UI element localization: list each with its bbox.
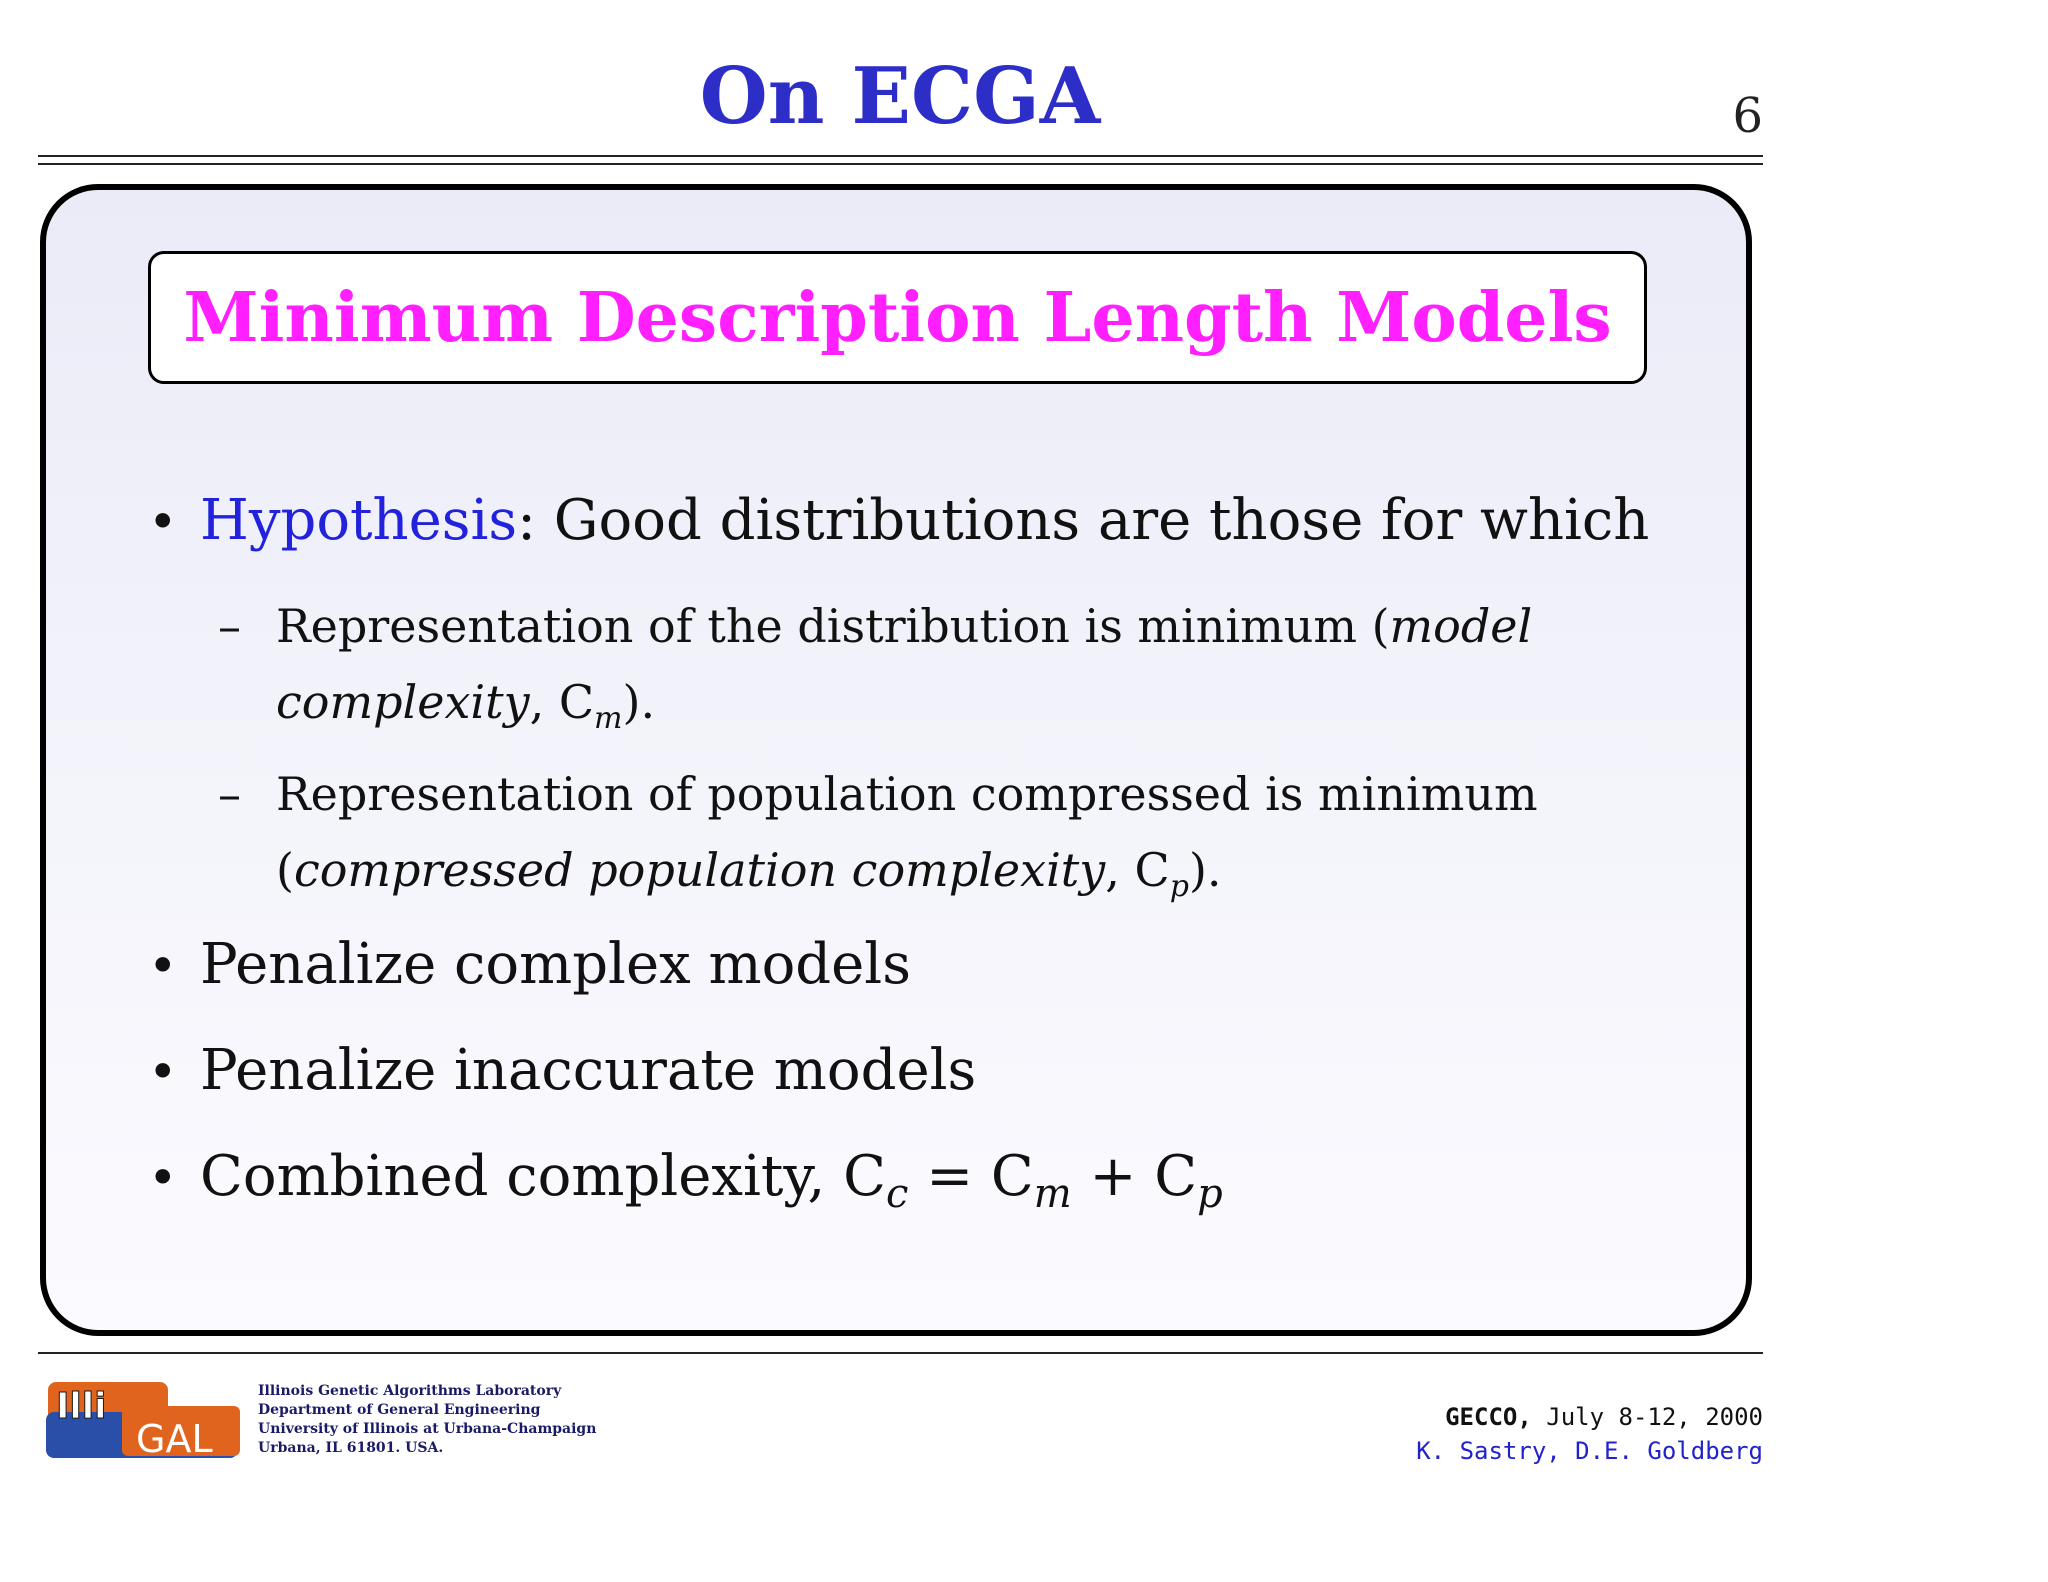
bullet-hypothesis xyxy=(148,488,1649,553)
combined-sub-m: m xyxy=(1033,1171,1072,1218)
sub-bullet-line xyxy=(218,588,1548,664)
footer-rule xyxy=(38,1352,1763,1354)
lab-line: University of Illinois at Urbana-Champaign xyxy=(258,1421,597,1437)
conference-name: GECCO, xyxy=(1445,1403,1532,1431)
sub1-line1-text: Representation of the distribution is minimum ( xyxy=(276,599,1390,653)
combined-sub-c: c xyxy=(886,1171,909,1218)
sub2-line2-italic: compressed population complexity xyxy=(293,843,1106,897)
slide-title: On ECGA xyxy=(699,51,1101,142)
hypothesis-text: : Good distributions are those for which xyxy=(517,488,1650,553)
sub1-line2-italic: complexity xyxy=(276,675,530,729)
conference-info xyxy=(1416,1400,1763,1468)
sub2-line2-end: ). xyxy=(1188,843,1222,897)
sub-bullet-line xyxy=(218,832,1548,925)
lab-line: Illinois Genetic Algorithms Laboratory xyxy=(258,1383,562,1399)
combined-sub-p: p xyxy=(1197,1171,1223,1218)
sub-bullet-line xyxy=(218,756,1548,832)
sub-bullet-population-complexity xyxy=(218,756,1548,925)
bullet-penalize-complex xyxy=(148,932,911,997)
page-number: 6 xyxy=(1732,88,1763,144)
penalize-inaccurate-text: Penalize inaccurate models xyxy=(200,1038,977,1103)
sub2-line2-comma: , C xyxy=(1105,843,1170,897)
sub2-subscript: p xyxy=(1169,869,1189,905)
penalize-complex-text: Penalize complex models xyxy=(200,932,911,997)
hypothesis-label: Hypothesis xyxy=(200,488,518,553)
logo-text-bottom: GAL xyxy=(136,1417,213,1461)
bullet-dot: • xyxy=(148,493,178,551)
section-title-box xyxy=(148,251,1647,384)
bullet-dot: • xyxy=(148,1043,178,1101)
sub1-subscript: m xyxy=(594,701,623,737)
combined-text: Combined complexity, C xyxy=(200,1144,886,1209)
lab-line: Urbana, IL 61801. USA. xyxy=(258,1440,444,1456)
combined-eq: = C xyxy=(908,1144,1034,1209)
authors: K. Sastry, D.E. Goldberg xyxy=(1416,1437,1763,1465)
sub2-line1-text: Representation of population compressed is minimum xyxy=(276,767,1538,821)
lab-line: Department of General Engineering xyxy=(258,1402,541,1418)
sub1-line2-comma: , C xyxy=(529,675,595,729)
header-rule xyxy=(38,155,1763,157)
bullet-dot: • xyxy=(148,937,178,995)
sub1-line1-italic: model xyxy=(1389,599,1533,653)
conference-line xyxy=(1416,1400,1763,1434)
sub1-line2-end: ). xyxy=(622,675,656,729)
sub-bullet-line xyxy=(218,664,1548,757)
logo-text-top: Illi xyxy=(56,1386,107,1427)
combined-plus: + C xyxy=(1071,1144,1198,1209)
sub-bullet-dash: – xyxy=(218,767,241,821)
illigal-logo xyxy=(44,1376,244,1462)
sub-bullet-dash: – xyxy=(218,599,241,653)
conference-date: July 8-12, 2000 xyxy=(1546,1403,1763,1431)
bullet-combined-complexity xyxy=(148,1144,1223,1217)
bullet-penalize-inaccurate xyxy=(148,1038,976,1103)
sub-bullet-model-complexity xyxy=(218,588,1548,757)
bullet-dot: • xyxy=(148,1149,178,1207)
section-title: Minimum Description Length Models xyxy=(183,277,1612,358)
lab-address xyxy=(258,1382,596,1458)
header-rule xyxy=(38,163,1763,165)
sub2-line2-open: ( xyxy=(276,843,294,897)
